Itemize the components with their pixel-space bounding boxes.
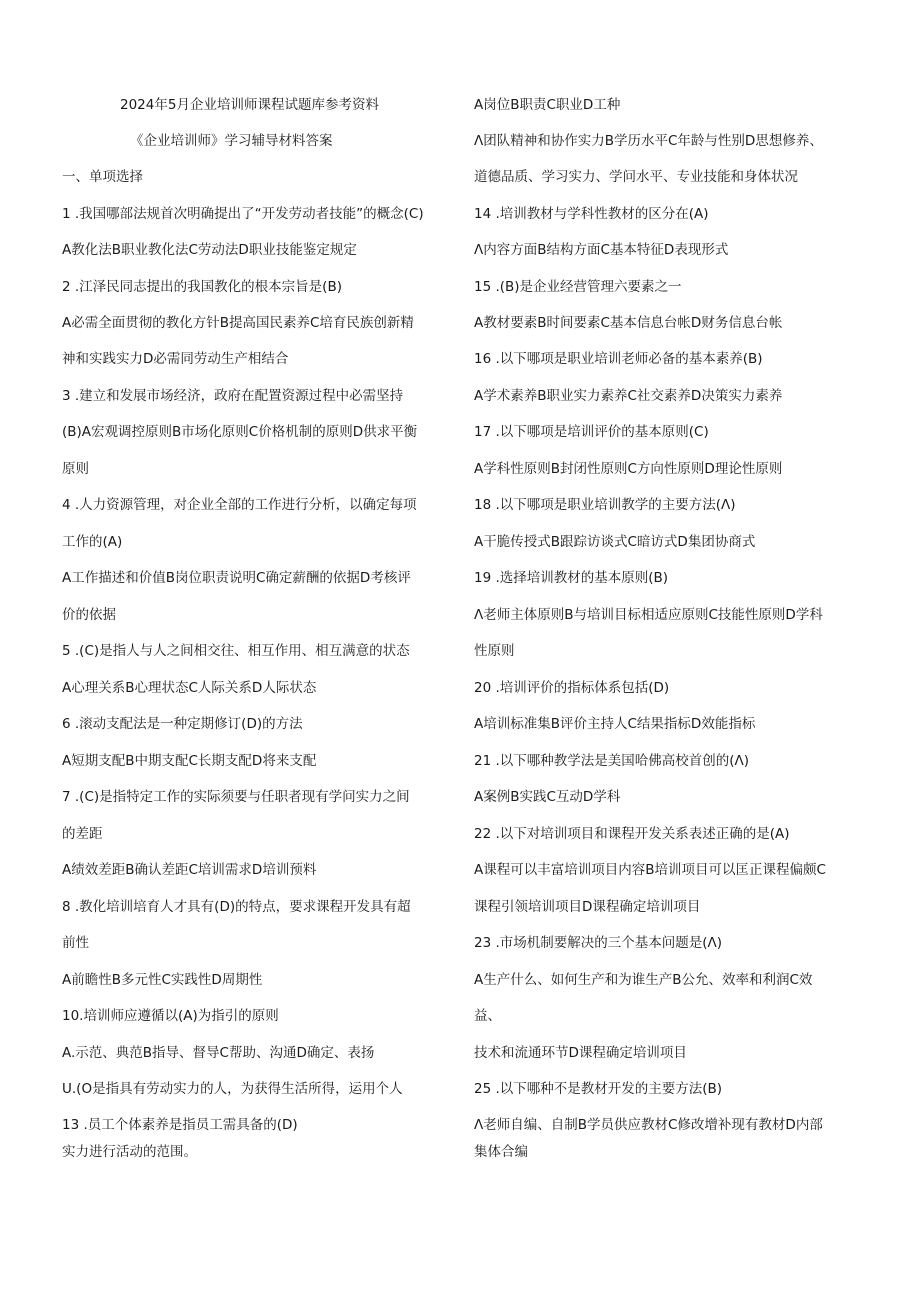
options-line: A心理关系B心理状态C人际关系D人际状态 (62, 680, 317, 696)
question-line: 13 .员工个体素养是指员工需具备的(D) (62, 1117, 298, 1133)
question-line: 工作的(A) (62, 534, 123, 550)
options-line: (B)A宏观调控原则B市场化原则C价格机制的原则D供求平衡 (62, 424, 418, 440)
options-line: Λ内容方面B结构方面C基本特征D表现形式 (474, 242, 729, 258)
question-line: 21 .以下哪种教学法是美国哈佛高校首创的(Λ) (474, 753, 750, 769)
question-line: 2 .江泽民同志提出的我国教化的根本宗旨是(B) (62, 279, 342, 295)
options-line: Λ老师主体原则B与培训目标相适应原则C技能性原则D学科 (474, 607, 823, 623)
question-line: 5 .(C)是指人与人之间相交往、相互作用、相互满意的状态 (62, 643, 410, 659)
options-line: A绩效差距B确认差距C培训需求D培训预料 (62, 862, 317, 878)
options-line: 集体合编 (474, 1144, 528, 1160)
options-line: A培训标准集B评价主持人C结果指标D效能指标 (474, 716, 756, 732)
question-line: 实力进行活动的范围。 (62, 1144, 197, 1160)
options-line: A短期支配B中期支配C长期支配D将来支配 (62, 753, 317, 769)
question-line: 19 .选择培训教材的基本原则(B) (474, 570, 669, 586)
options-line: A前瞻性B多元性C实践性D周期性 (62, 972, 263, 988)
options-line: A教化法B职业教化法C劳动法D职业技能鉴定规定 (62, 242, 357, 258)
document-subtitle: 《企业培训师》学习辅导材料答案 (130, 133, 333, 149)
options-line: A岗位B职责C职业D工种 (474, 97, 621, 113)
options-line: 技术和流通环节D课程确定培训项目 (474, 1045, 687, 1061)
options-line: 神和实践实力D必需同劳动生产相结合 (62, 351, 289, 367)
document-title: 2024年5月企业培训师课程试题库参考资料 (120, 97, 379, 113)
options-line: Λ团队精神和协作实力B学历水平C年龄与性别D思想修养、 (474, 133, 823, 149)
question-line: 3 .建立和发展市场经济，政府在配置资源过程中必需坚持 (62, 388, 404, 404)
options-line: 性原则 (474, 643, 515, 659)
options-line: A教材要素B时间要素C基本信息台帐D财务信息台帐 (474, 315, 783, 331)
question-line: 前性 (62, 935, 89, 951)
options-line: A干脆传授式B跟踪访谈式C暗访式D集团协商式 (474, 534, 756, 550)
question-line: 22 .以下对培训项目和课程开发关系表述正确的是(A) (474, 826, 790, 842)
question-line: 6 .滚动支配法是一种定期修订(D)的方法 (62, 716, 303, 732)
options-line: A学术素养B职业实力素养C社交素养D决策实力素养 (474, 388, 783, 404)
question-line: 4 .人力资源管理，对企业全部的工作进行分析，以确定每项 (62, 497, 417, 513)
options-line: A课程可以丰富培训项目内容B培训项目可以匡正课程偏颇C (474, 862, 826, 878)
options-line: 价的依据 (62, 607, 116, 623)
question-line: 的差距 (62, 826, 103, 842)
question-line: 10.培训师应遵循以(A)为指引的原则 (62, 1008, 279, 1024)
options-line: 原则 (62, 461, 89, 477)
question-line: 8 .教化培训培育人才具有(D)的特点，要求课程开发具有超 (62, 899, 411, 915)
question-line: 1 .我国哪部法规首次明确提出了“开发劳动者技能”的概念(C) (62, 206, 424, 222)
question-line: 23 .市场机制要解决的三个基本问题是(Λ) (474, 935, 723, 951)
question-line: 7 .(C)是指特定工作的实际须要与任职者现有学问实力之间 (62, 789, 410, 805)
question-line: 18 .以下哪项是职业培训教学的主要方法(Λ) (474, 497, 736, 513)
options-line: A案例B实践C互动D学科 (474, 789, 621, 805)
question-line: 17 .以下哪项是培训评价的基本原则(C) (474, 424, 709, 440)
options-line: 课程引领培训项目D课程确定培训项目 (474, 899, 701, 915)
options-line: 道德品质、学习实力、学问水平、专业技能和身体状况 (474, 169, 798, 185)
options-line: A学科性原则B封闭性原则C方向性原则D理论性原则 (474, 461, 783, 477)
options-line: A必需全面贯彻的教化方针B提高国民素养C培育民族创新精 (62, 315, 414, 331)
question-line: 20 .培训评价的指标体系包括(D) (474, 680, 670, 696)
question-line: 25 .以下哪种不是教材开发的主要方法(B) (474, 1081, 723, 1097)
options-line: A.示范、典范B指导、督导C帮助、沟通D确定、表扬 (62, 1045, 375, 1061)
question-line: U.(O是指具有劳动实力的人，为获得生活所得，运用个人 (62, 1081, 403, 1097)
question-line: 16 .以下哪项是职业培训老师必备的基本素养(B) (474, 351, 763, 367)
options-line: 益、 (474, 1008, 501, 1024)
options-line: Λ老师自编、自制B学员供应教材C修改增补现有教材D内部 (474, 1117, 823, 1133)
section-heading: 一、单项选择 (62, 169, 143, 185)
options-line: A工作描述和价值B岗位职责说明C确定薪酬的依据D考核评 (62, 570, 411, 586)
question-line: 14 .培训教材与学科性教材的区分在(A) (474, 206, 709, 222)
options-line: A生产什么、如何生产和为谁生产B公允、效率和利润C效 (474, 972, 813, 988)
question-line: 15 .(B)是企业经营管理六要素之一 (474, 279, 682, 295)
